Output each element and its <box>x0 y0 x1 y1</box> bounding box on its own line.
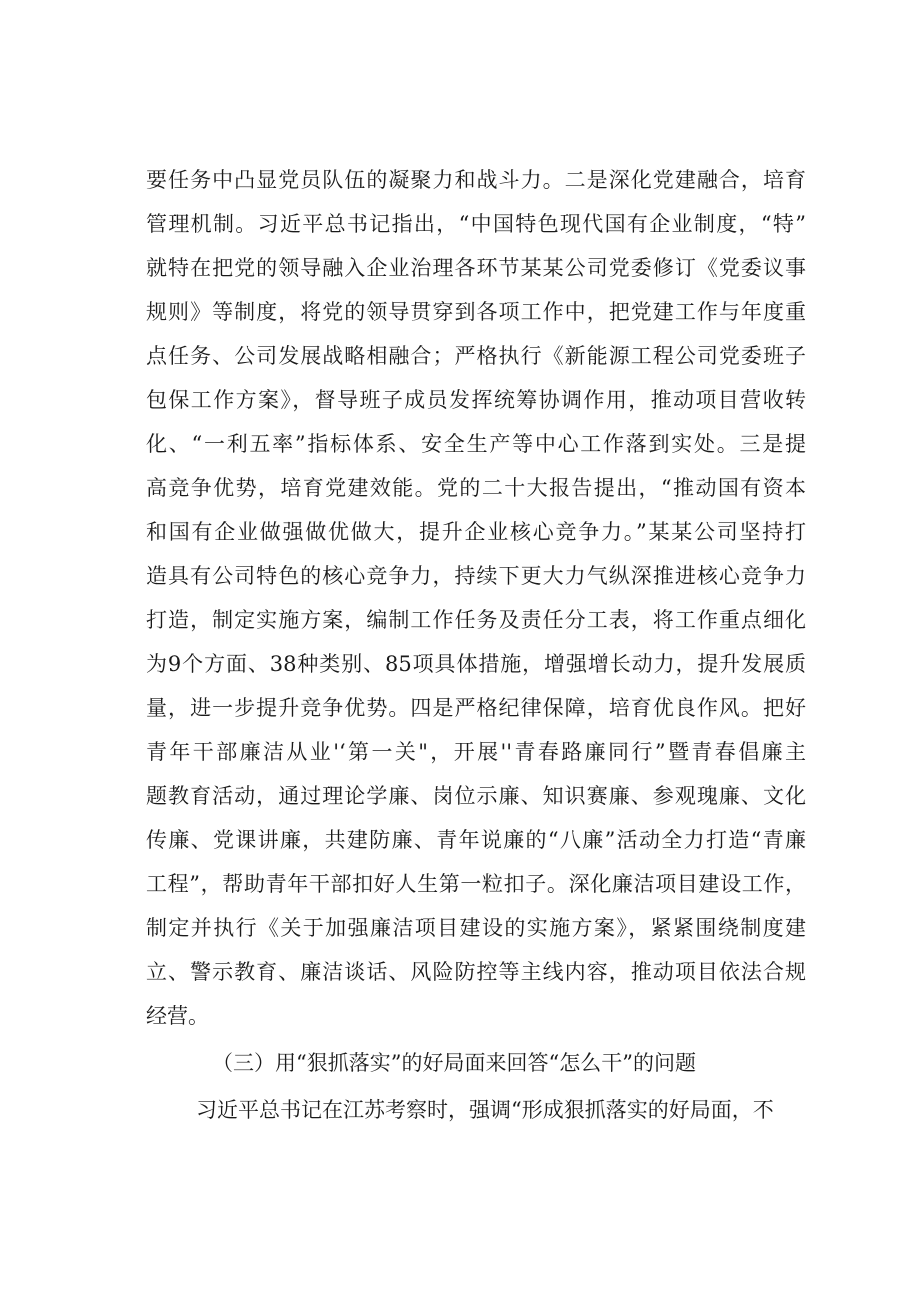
text-line-16: 传廉、党课讲廉，共建防廉、青年说廉的“八廉”活动全力打造“青廉 <box>146 828 806 852</box>
text-line-1: 要任务中凸显党员队伍的凝聚力和战斗力。二是深化党建融合，培育 <box>146 168 806 192</box>
text-line-15: 题教育活动，通过理论学廉、岗位示廉、知识赛廉、参观瑰廉、文化 <box>146 784 806 808</box>
text-line-4: 规则》等制度，将党的领导贯穿到各项工作中，把党建工作与年度重 <box>146 300 806 324</box>
text-line-18: 制定并执行《关于加强廉洁项目建设的实施方案》，紧紧围绕制度建 <box>146 916 806 940</box>
text-line-8: 高竞争优势，培育党建效能。党的二十大报告提出，“推动国有资本 <box>146 476 806 500</box>
next-paragraph-line: 习近平总书记在江苏考察时，强调“形成狠抓落实的好局面，不 <box>196 1098 774 1122</box>
text-line-6: 包保工作方案》，督导班子成员发挥统筹协调作用，推动项目营收转 <box>146 388 806 412</box>
text-line-9: 和国有企业做强做优做大，提升企业核心竞争力。”某某公司坚持打 <box>146 520 806 544</box>
text-line-10: 造具有公司特色的核心竞争力，持续下更大力气纵深推进核心竞争力 <box>146 564 806 588</box>
text-line-2: 管理机制。习近平总书记指出，“中国特色现代国有企业制度，“特” <box>146 212 806 236</box>
text-line-3: 就特在把党的领导融入企业治理各环节某某公司党委修订《党委议事 <box>146 256 806 280</box>
text-line-5: 点任务、公司发展战略相融合；严格执行《新能源工程公司党委班子 <box>146 344 806 368</box>
text-line-12: 为9个方面、38种类别、85项具体措施，增强增长动力，提升发展质 <box>146 652 806 676</box>
body-text <box>146 158 806 1132</box>
text-line-17: 工程”，帮助青年干部扣好人生第一粒扣子。深化廉洁项目建设工作， <box>146 872 806 896</box>
text-line-14: 青年干部廉洁从业'‘第一关"，开展''青春路廉同行”暨青春倡廉主 <box>146 740 806 764</box>
text-line-19: 立、警示教育、廉洁谈话、风险防控等主线内容，推动项目依法合规 <box>146 960 806 984</box>
text-line-7: 化、“一利五率”指标体系、安全生产等中心工作落到实处。三是提 <box>146 432 806 456</box>
text-line-11: 打造，制定实施方案，编制工作任务及责任分工表，将工作重点细化 <box>146 608 806 632</box>
section-heading: （三）用“狠抓落实”的好局面来回答“怎么干”的问题 <box>212 1051 696 1075</box>
text-line-13: 量，进一步提升竞争优势。四是严格纪律保障，培育优良作风。把好 <box>146 696 806 720</box>
text-line-20: 经营。 <box>146 1004 209 1028</box>
